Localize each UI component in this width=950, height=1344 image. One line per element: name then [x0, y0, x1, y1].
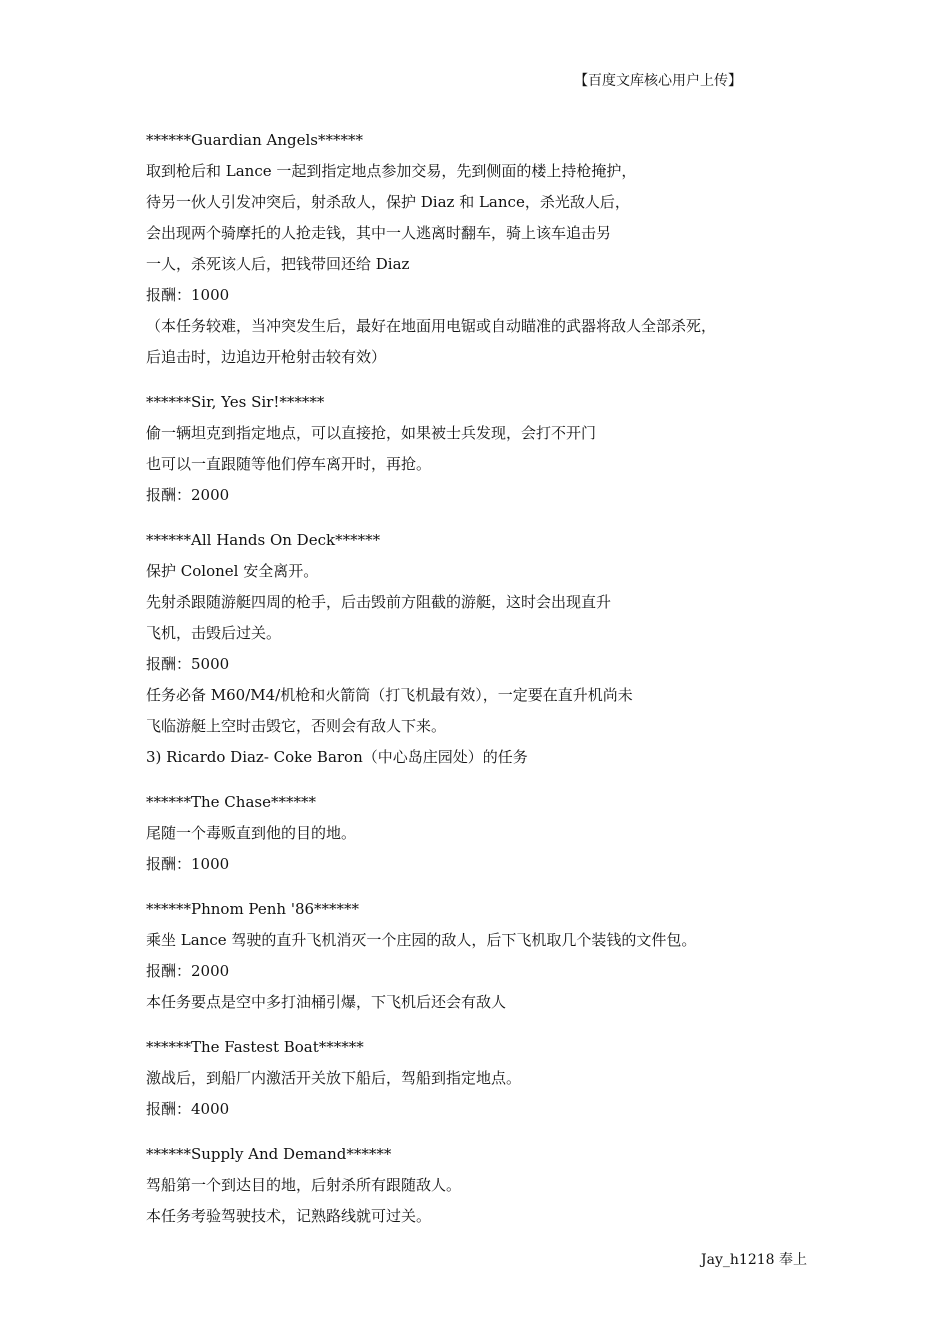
mission-title: ******Supply And Demand****** [146, 1145, 392, 1163]
mission-section [146, 127, 826, 375]
reward-line: 报酬：1000 [146, 286, 230, 304]
text-line: （本任务较难，当冲突发生后，最好在地面用电锯或自动瞄准的武器将敌人全部杀死， [146, 317, 717, 335]
text-line: 任务必备 M60/M4/机枪和火箭筒（打飞机最有效），一定要在直升机尚未 [146, 686, 633, 704]
mission-section [146, 789, 826, 882]
page-header: 【百度文库核心用户上传】 [574, 73, 742, 89]
text-line: 取到枪后和 Lance 一起到指定地点参加交易，先到侧面的楼上持枪掩护， [146, 162, 637, 180]
text-line: 后追击时，边追边开枪射击较有效） [146, 348, 387, 366]
mission-title: ******The Fastest Boat****** [146, 1038, 364, 1056]
text-line: 会出现两个骑摩托的人抢走钱，其中一人逃离时翻车，骑上该车追击另 [146, 224, 612, 242]
reward-line: 报酬：1000 [146, 855, 230, 873]
reward-line: 报酬：2000 [146, 962, 230, 980]
text-line: 激战后，到船厂内激活开关放下船后，驾船到指定地点。 [146, 1069, 522, 1087]
mission-title: ******Sir, Yes Sir!****** [146, 393, 325, 411]
reward-line: 报酬：4000 [146, 1100, 230, 1118]
mission-section [146, 527, 826, 775]
text-line: 乘坐 Lance 驾驶的直升飞机消灭一个庄园的敌人，后下飞机取几个装钱的文件包。 [146, 931, 697, 949]
text-line: 保护 Colonel 安全离开。 [146, 562, 319, 580]
mission-title: ******All Hands On Deck****** [146, 531, 381, 549]
mission-section [146, 1141, 826, 1234]
text-line: 本任务考验驾驶技术，记熟路线就可过关。 [146, 1207, 432, 1225]
text-line: 也可以一直跟随等他们停车离开时，再抢。 [146, 455, 432, 473]
mission-title: ******The Chase****** [146, 793, 316, 811]
page-footer: Jay_h1218 奉上 [701, 1252, 807, 1268]
document-body [146, 127, 826, 1248]
text-line: 飞临游艇上空时击毁它，否则会有敌人下来。 [146, 717, 447, 735]
text-line: 待另一伙人引发冲突后，射杀敌人，保护 Diaz 和 Lance，杀光敌人后， [146, 193, 630, 211]
text-line: 飞机，击毁后过关。 [146, 624, 282, 642]
mission-section [146, 896, 826, 1020]
subheading-line: 3) Ricardo Diaz- Coke Baron（中心岛庄园处）的任务 [146, 748, 528, 766]
reward-line: 报酬：5000 [146, 655, 230, 673]
text-line: 尾随一个毒贩直到他的目的地。 [146, 824, 357, 842]
mission-title: ******Phnom Penh '86****** [146, 900, 360, 918]
text-line: 偷一辆坦克到指定地点，可以直接抢，如果被士兵发现，会打不开门 [146, 424, 597, 442]
text-line: 驾船第一个到达目的地，后射杀所有跟随敌人。 [146, 1176, 462, 1194]
reward-line: 报酬：2000 [146, 486, 230, 504]
mission-section [146, 1034, 826, 1127]
text-line: 先射杀跟随游艇四周的枪手，后击毁前方阻截的游艇，这时会出现直升 [146, 593, 612, 611]
mission-title: ******Guardian Angels****** [146, 131, 363, 149]
text-line: 一人，杀死该人后，把钱带回还给 Diaz [146, 255, 410, 273]
mission-section [146, 389, 826, 513]
text-line: 本任务要点是空中多打油桶引爆，下飞机后还会有敌人 [146, 993, 507, 1011]
